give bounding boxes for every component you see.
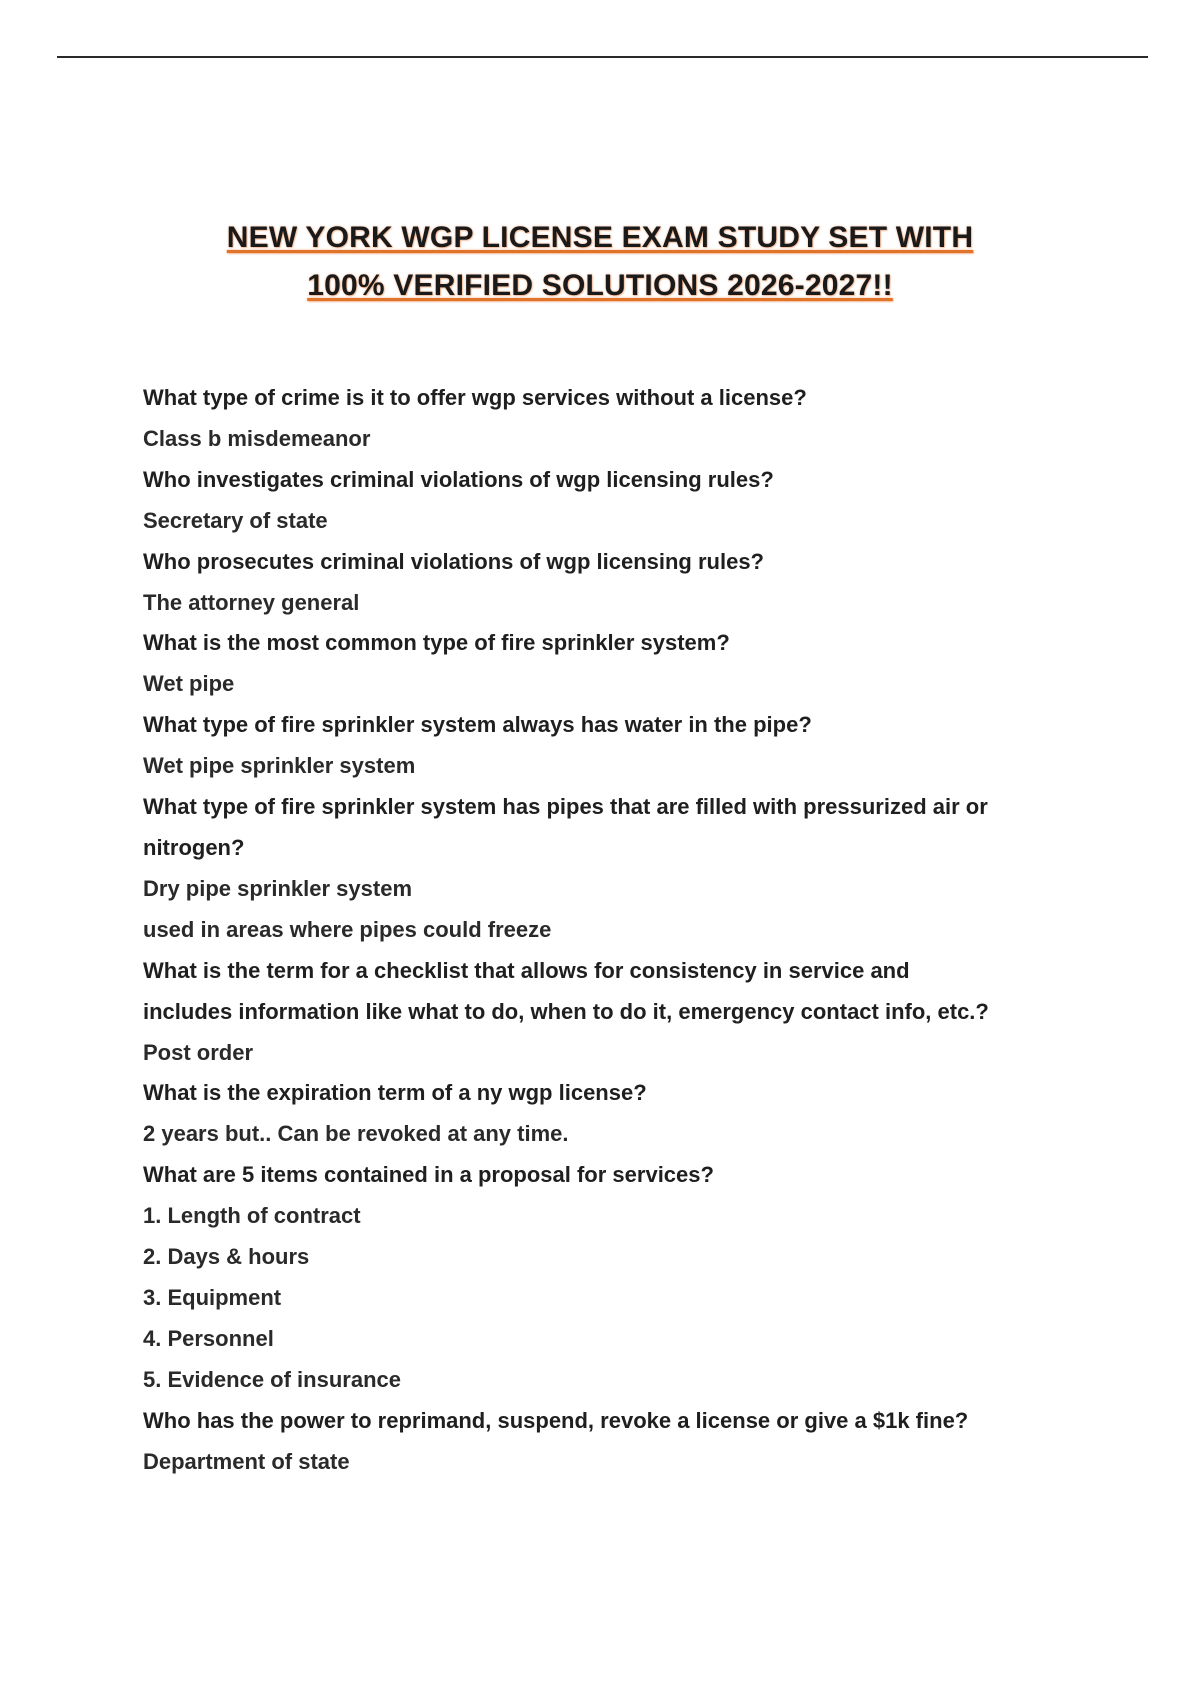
qa-list [143, 378, 1083, 1482]
answer-line: Dry pipe sprinkler system [143, 875, 413, 901]
question-line: Who prosecutes criminal violations of wgp licensing rules? [143, 548, 764, 574]
answer-line: Class b misdemeanor [143, 425, 371, 451]
question-line: What type of fire sprinkler system has pipes that are filled with pressurized air or [143, 794, 988, 820]
question-line-continued: nitrogen? [143, 834, 245, 860]
question-line: What is the term for a checklist that allows for consistency in service and [143, 957, 910, 983]
header-rule [57, 56, 1148, 58]
answer-line: Wet pipe sprinkler system [143, 753, 416, 779]
question-line: What type of fire sprinkler system always has water in the pipe? [143, 712, 812, 738]
answer-list-item: 1. Length of contract [143, 1203, 361, 1229]
answer-line: Post order [143, 1039, 254, 1065]
answer-line: Department of state [143, 1448, 350, 1474]
answer-list-item: 3. Equipment [143, 1284, 282, 1310]
question-line-continued: includes information like what to do, when to do it, emergency contact info, etc.? [143, 998, 989, 1024]
question-line: What is the most common type of fire sprinkler system? [143, 630, 730, 656]
question-line: What are 5 items contained in a proposal for services? [143, 1162, 714, 1188]
question-line: Who has the power to reprimand, suspend, revoke a license or give a $1k fine? [143, 1407, 969, 1433]
answer-line: 2 years but.. Can be revoked at any time. [143, 1121, 569, 1147]
answer-list-item: 5. Evidence of insurance [143, 1366, 401, 1392]
document-title [100, 214, 1100, 310]
question-line: What type of crime is it to offer wgp services without a license? [143, 385, 807, 410]
answer-list-item: 4. Personnel [143, 1325, 274, 1351]
question-line: What is the expiration term of a ny wgp license? [143, 1080, 647, 1106]
answer-list-item: 2. Days & hours [143, 1244, 310, 1270]
answer-line: Wet pipe [143, 671, 235, 697]
title-line-1: NEW YORK WGP LICENSE EXAM STUDY SET WITH [226, 221, 974, 254]
answer-line: Secretary of state [143, 507, 328, 533]
question-line: Who investigates criminal violations of wgp licensing rules? [143, 466, 774, 492]
title-line-2: 100% VERIFIED SOLUTIONS 2026-2027!! [307, 269, 893, 302]
answer-note-line: used in areas where pipes could freeze [143, 916, 552, 942]
answer-line: The attorney general [143, 589, 360, 615]
